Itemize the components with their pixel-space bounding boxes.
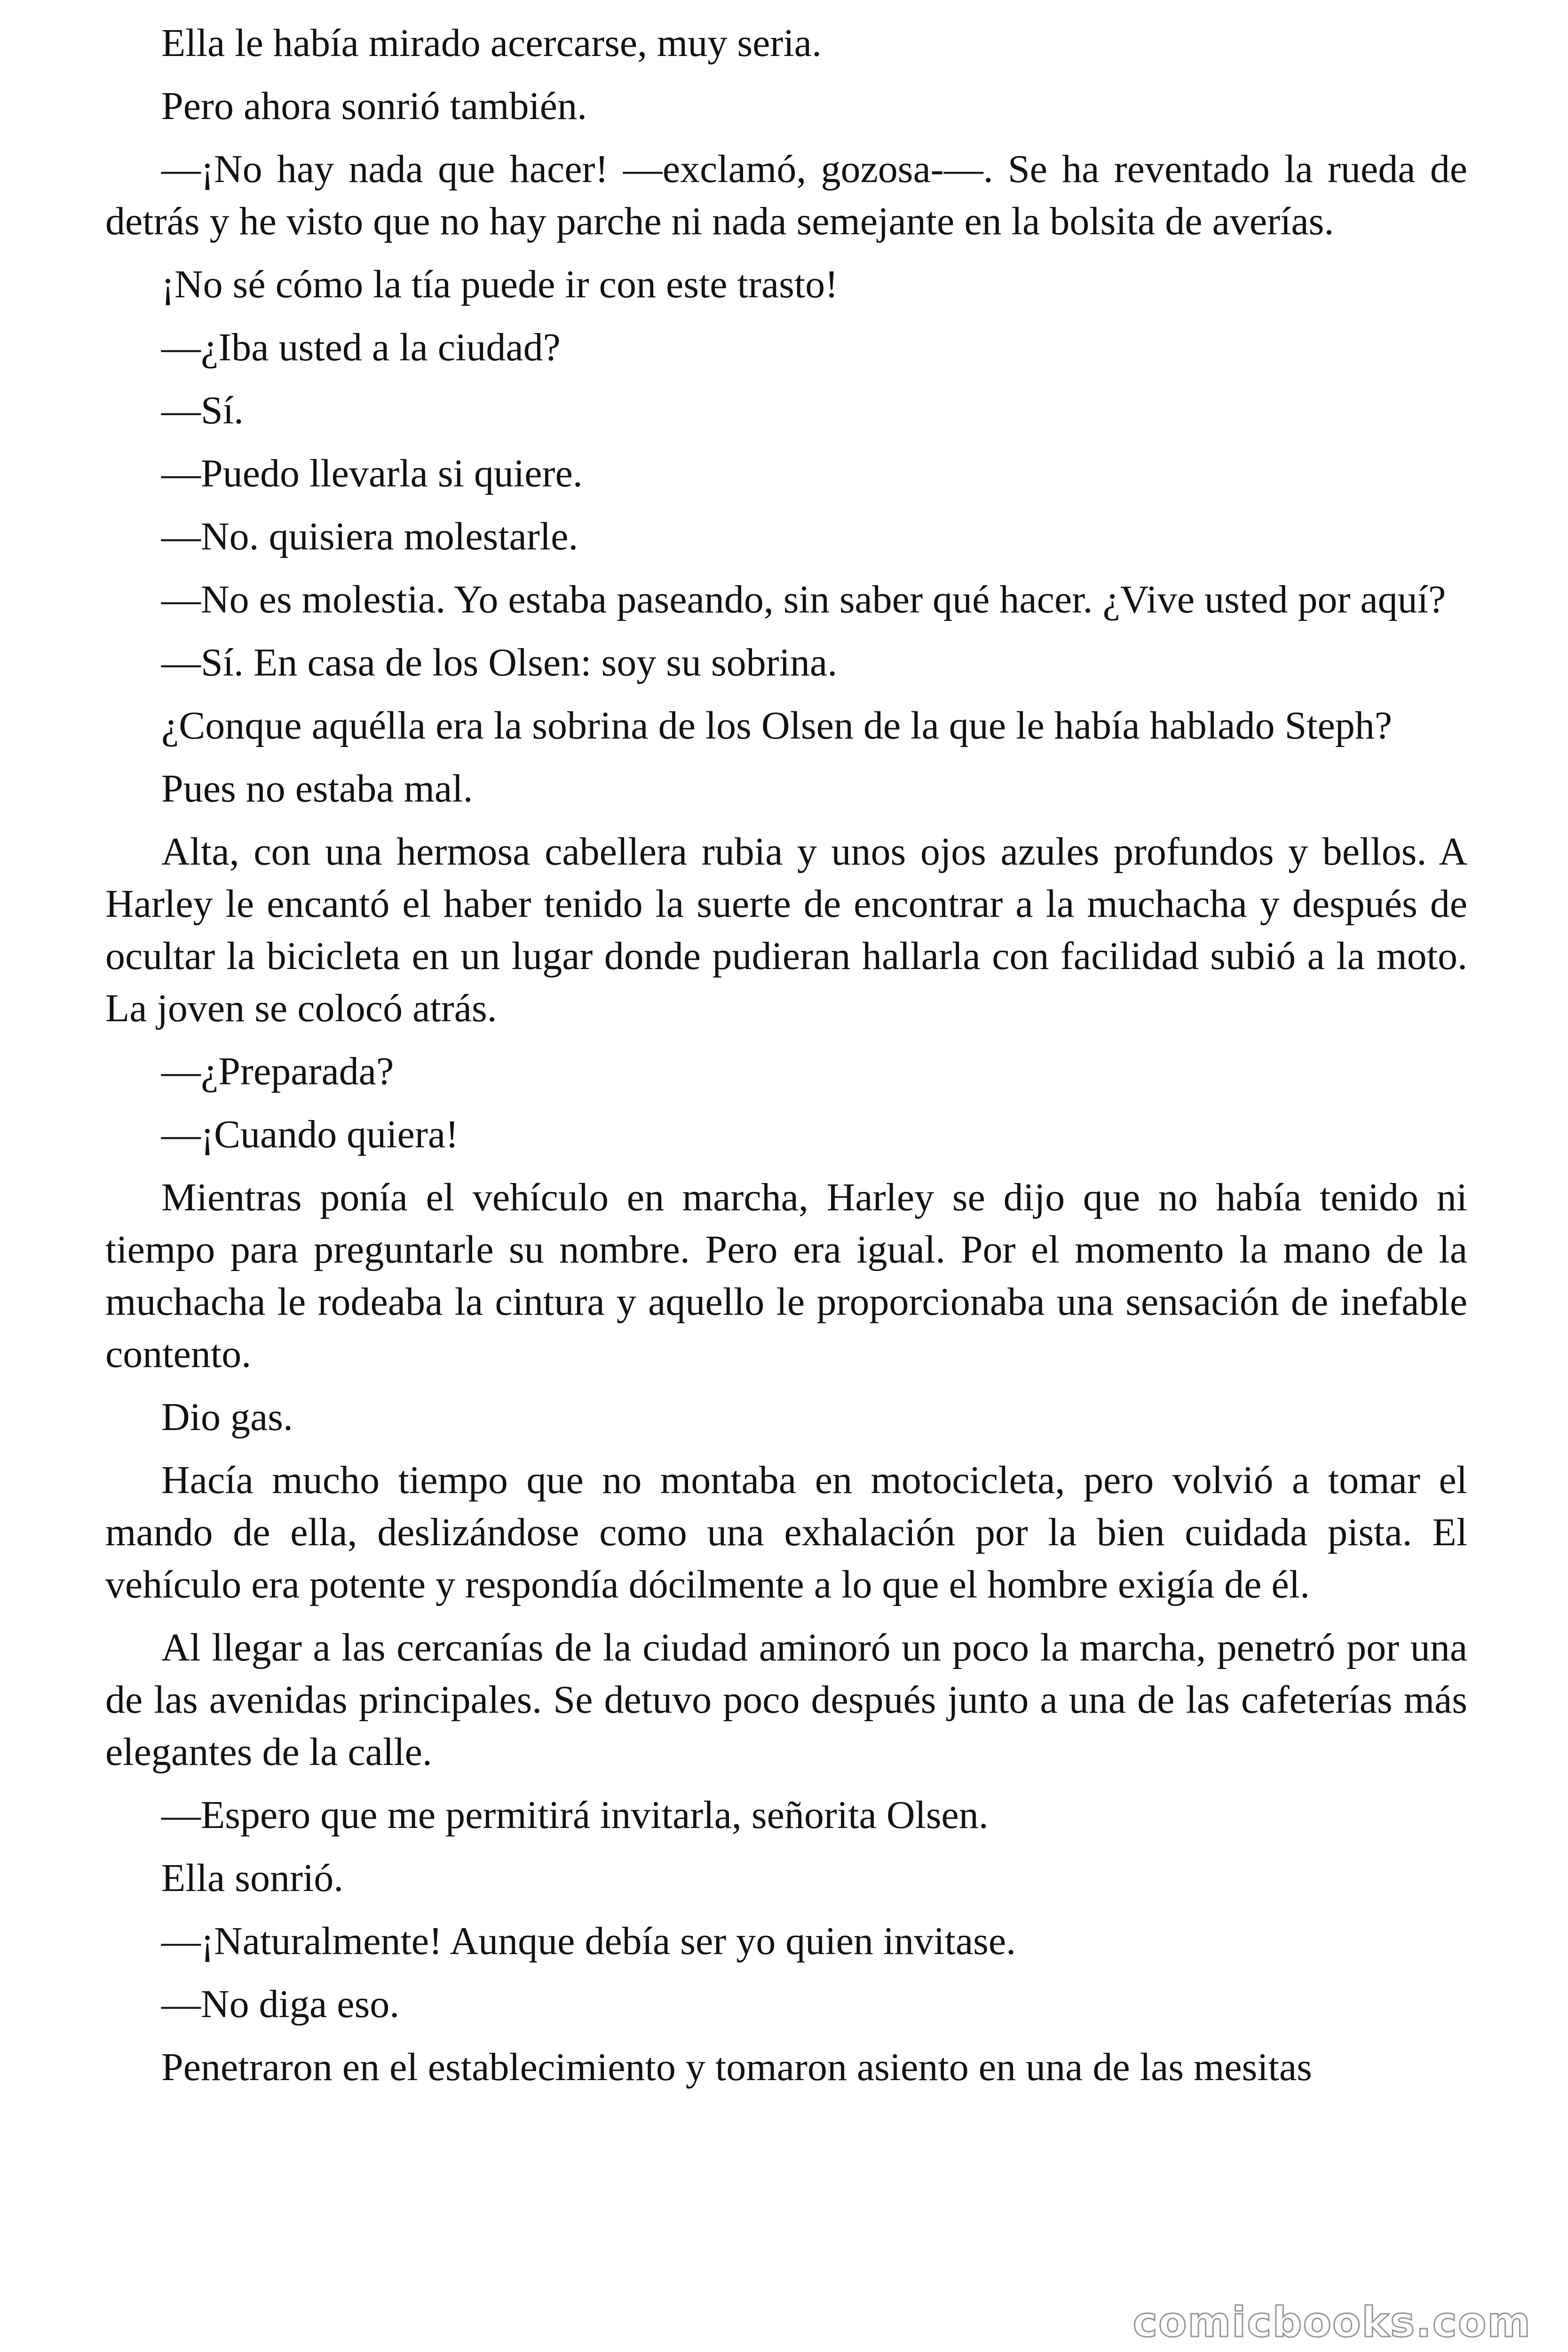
paragraph: —¡No hay nada que hacer! —exclamó, gozosa-—. Se ha reventado la rueda de detrás y he visto que no hay parche ni nada semejante en la bolsita de averías. xyxy=(105,147,1467,243)
paragraph: Penetraron en el establecimiento y tomaron asiento en una de las mesitas xyxy=(161,2045,1312,2089)
paragraph: —Puedo llevarla si quiere. xyxy=(161,452,583,495)
paragraph: Mientras ponía el vehículo en marcha, Harley se dijo que no había tenido ni tiempo para preguntarle su nombre. Pero era igual. Por el momento la mano de la muchacha le rodeaba la cintura y aquello le proporcionaba una sensación de inefable contento. xyxy=(105,1176,1467,1376)
paragraph: —¡Cuando quiera! xyxy=(161,1112,459,1156)
paragraph: —No. quisiera molestarle. xyxy=(161,515,578,558)
paragraph: Ella sonrió. xyxy=(161,1856,344,1900)
paragraph: Dio gas. xyxy=(161,1395,293,1439)
paragraph: —Sí. xyxy=(161,389,244,432)
paragraph: ¡No sé cómo la tía puede ir con este trasto! xyxy=(161,262,839,306)
page-text xyxy=(105,17,1467,2104)
paragraph: —¿Preparada? xyxy=(161,1049,394,1093)
paragraph: —¿Iba usted a la ciudad? xyxy=(161,326,561,369)
paragraph: Ella le había mirado acercarse, muy seria. xyxy=(161,21,822,65)
paragraph: —No diga eso. xyxy=(161,1982,400,2026)
paragraph: Hacía mucho tiempo que no montaba en motocicleta, pero volvió a tomar el mando de ella, deslizándose como una exhalación por la bien cuidada pista. El vehículo era potente y respondía dócilmente a lo que el hombre exigía de él. xyxy=(105,1458,1467,1606)
paragraph: Alta, con una hermosa cabellera rubia y unos ojos azules profundos y bellos. A Harley le encantó el haber tenido la suerte de encontrar a la muchacha y después de ocultar la bicicleta en un lugar donde pudieran hallarla con facilidad subió a la moto. La joven se colocó atrás. xyxy=(105,830,1467,1030)
paragraph: Al llegar a las cercanías de la ciudad aminoró un poco la marcha, penetró por una de las avenidas principales. Se detuvo poco después junto a una de las cafeterías más elegantes de la calle. xyxy=(105,1626,1467,1774)
paragraph: Pues no estaba mal. xyxy=(161,767,473,810)
paragraph: ¿Conque aquélla era la sobrina de los Olsen de la que le había hablado Steph? xyxy=(161,704,1393,747)
paragraph: —Espero que me permitirá invitarla, señorita Olsen. xyxy=(161,1793,989,1837)
paragraph: —No es molestia. Yo estaba paseando, sin saber qué hacer. ¿Vive usted por aquí? xyxy=(161,578,1446,621)
paragraph: —¡Naturalmente! Aunque debía ser yo quien invitase. xyxy=(161,1919,1016,1963)
watermark: comicbooks.com xyxy=(1132,2298,1531,2346)
paragraph: —Sí. En casa de los Olsen: soy su sobrina. xyxy=(161,641,838,684)
paragraph: Pero ahora sonrió también. xyxy=(161,84,587,128)
